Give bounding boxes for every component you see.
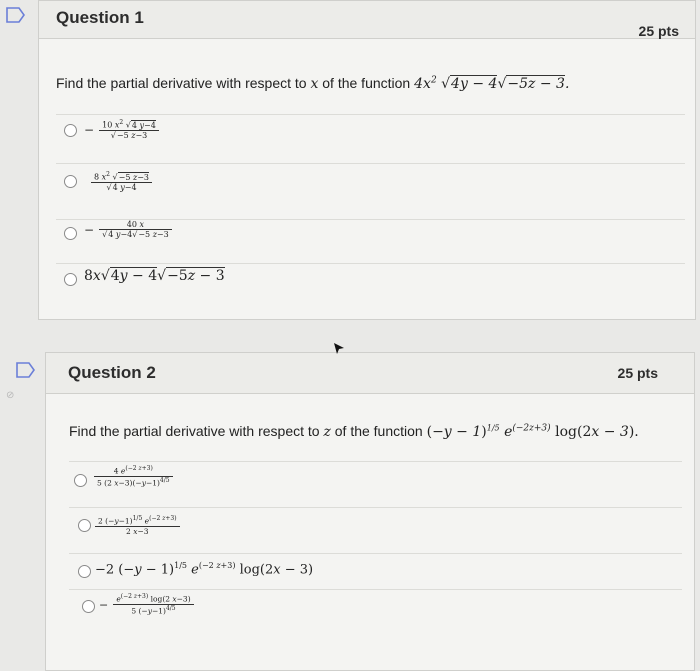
prompt-text-2: of the function (330, 423, 427, 439)
divider (56, 163, 685, 164)
answer-option-2[interactable]: $\frac{2 (-y-1)^{1/5} e^{(-2 z+3)}}{2 x-3}$ (95, 515, 180, 536)
answer-option-1[interactable]: $\frac{4 e^{(-2 z+3)}}{5 (2 x-3)(-y-1)^{4/5}}$ (94, 465, 173, 487)
answer-radio-3[interactable] (64, 227, 77, 240)
answer-radio-1[interactable] (64, 124, 77, 137)
question-1-card (38, 0, 696, 320)
prompt-variable: z (323, 424, 331, 440)
answer-radio-1[interactable] (74, 474, 87, 487)
flag-icon[interactable] (16, 362, 36, 378)
divider (56, 263, 685, 264)
answer-radio-3[interactable] (78, 565, 91, 578)
answer-radio-2[interactable] (78, 519, 91, 532)
divider (69, 507, 682, 508)
divider (69, 461, 682, 462)
question-1-points: 25 pts (638, 23, 679, 39)
prompt-function: $4x^2$ √4y − 4√−5z − 3. (414, 75, 570, 92)
prompt-variable: x (310, 76, 319, 92)
divider (56, 114, 685, 115)
question-2-points: 25 pts (617, 365, 658, 381)
answer-option-3[interactable]: −2 $(-y - 1)^{1/5}$ $e^{(-2 z+3)}$ log(2x − 3) (95, 561, 314, 578)
question-2-prompt (69, 423, 639, 440)
prompt-function: $(-y - 1)^{1/5}$ $e^{(-2z+3)}$ log(2x − 3). (426, 423, 639, 440)
question-2-card (45, 352, 695, 671)
answer-option-3[interactable]: − $\frac{40 x}{√4 y-4√-5 z-3}$ (84, 219, 172, 239)
divider (69, 553, 682, 554)
flag-icon[interactable] (6, 7, 26, 23)
answer-radio-4[interactable] (82, 600, 95, 613)
answer-option-2[interactable]: $\frac{8 x^2 √-5 z-3}{√4 y-4}$ (91, 171, 152, 192)
answer-radio-2[interactable] (64, 175, 77, 188)
prompt-text: Find the partial derivative with respect to (56, 75, 311, 91)
question-1-title: Question 1 (56, 8, 144, 27)
divider (69, 589, 682, 590)
answer-option-4[interactable]: − $\frac{e^{(-2 z+3)} \log(2 x-3)}{5 (-y-1)^{4/5}}$ (99, 593, 194, 615)
mouse-cursor-icon (333, 342, 345, 356)
answer-option-1[interactable]: − $\frac{10 x^2 √4 y-4}{√-5 z-3}$ (84, 119, 159, 140)
question-1-prompt (56, 75, 569, 92)
prompt-text: Find the partial derivative with respect to (69, 423, 324, 439)
question-2-title: Question 2 (68, 363, 156, 382)
prompt-text-2: of the function (318, 75, 415, 91)
answer-radio-4[interactable] (64, 273, 77, 286)
status-glyph: ⊘ (6, 390, 15, 401)
answer-option-4[interactable]: 8x√4y − 4√−5z − 3 (84, 268, 225, 284)
